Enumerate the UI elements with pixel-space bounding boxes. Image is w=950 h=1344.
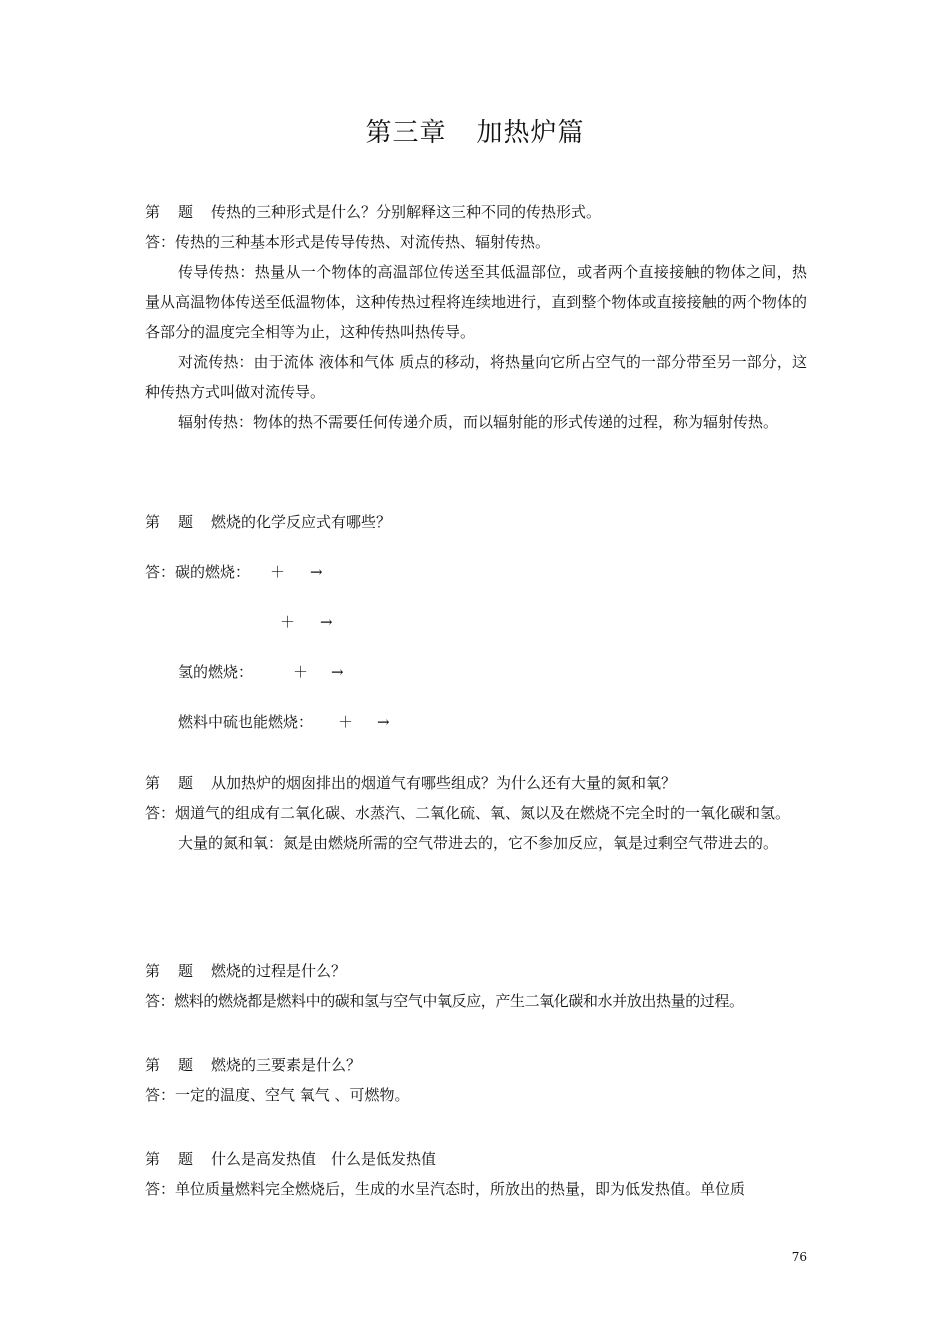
plus-sign: ＋ <box>338 713 354 731</box>
equation-label: 答：碳的燃烧： <box>145 563 251 581</box>
arrow-icon: → <box>320 613 333 631</box>
answer-text: 答：单位质量燃料完全燃烧后，生成的水呈汽态时，所放出的热量，即为低发热值。单位质 <box>145 1180 746 1198</box>
plus-sign: ＋ <box>293 663 309 681</box>
answer-text: 答：传热的三种基本形式是传导传热、对流传热、辐射传热。 <box>145 233 551 251</box>
question-block-3 <box>145 768 807 858</box>
question-heading: 第 题 从加热炉的烟囱排出的烟道气有哪些组成？为什么还有大量的氮和氧？ <box>145 774 677 792</box>
plus-sign: ＋ <box>280 613 296 631</box>
plus-sign: ＋ <box>270 563 286 581</box>
question-block-2 <box>145 507 807 757</box>
arrow-icon: → <box>331 663 344 681</box>
question-text: 燃烧的化学反应式有哪些？ <box>211 513 392 531</box>
paragraph: 对流传热：由于流体 液体和气体 质点的移动，将热量向它所占空气的一部分带至另一部分，这种传热方式叫做对流传导。 <box>145 353 807 401</box>
equation-carbon-1 <box>145 557 807 607</box>
equation-hydrogen <box>145 657 807 707</box>
question-text: 燃烧的过程是什么？ <box>211 962 347 980</box>
answer-text: 答：燃料的燃烧都是燃料中的碳和氢与空气中氧反应，产生二氧化碳和水并放出热量的过程。 <box>145 992 744 1010</box>
equation-label: 燃料中硫也能燃烧： <box>178 713 314 731</box>
arrow-icon: → <box>310 563 323 581</box>
question-text: 从加热炉的烟囱排出的烟道气有哪些组成？为什么还有大量的氮和氧？ <box>211 774 677 792</box>
question-heading: 第 题 传热的三种形式是什么？分别解释这三种不同的传热形式。 <box>145 203 602 221</box>
question-block-5 <box>145 1050 807 1110</box>
question-heading: 第 题 燃烧的化学反应式有哪些？ <box>145 513 392 531</box>
chapter-number: 第三章 <box>365 118 447 148</box>
question-heading: 第 题 燃烧的过程是什么？ <box>145 962 347 980</box>
answer-text: 答：一定的温度、空气 氧气 、可燃物。 <box>145 1086 410 1104</box>
paragraph: 大量的氮和氧：氮是由燃烧所需的空气带进去的，它不参加反应，氧是过剩空气带进去的。 <box>178 834 779 852</box>
paragraph: 传导传热：热量从一个物体的高温部位传送至其低温部位，或者两个直接接触的物体之间，热量从高温物体传送至低温物体，这种传热过程将连续地进行，直到整个物体或直接接触的两个物体的各部分的温度完全相等为止，这种传热叫热传导。 <box>145 263 807 341</box>
equation-sulfur <box>145 707 807 757</box>
question-text: 燃烧的三要素是什么？ <box>211 1056 362 1074</box>
chapter-name: 加热炉篇 <box>476 118 585 148</box>
question-text: 传热的三种形式是什么？分别解释这三种不同的传热形式。 <box>211 203 602 221</box>
question-text: 什么是高发热值 什么是低发热值 <box>211 1150 437 1168</box>
paragraph: 辐射传热：物体的热不需要任何传递介质，而以辐射能的形式传递的过程，称为辐射传热。 <box>178 413 779 431</box>
page-number: 76 <box>791 1250 807 1264</box>
question-heading: 第 题 什么是高发热值 什么是低发热值 <box>145 1150 437 1168</box>
chapter-title <box>0 112 950 149</box>
question-block-6 <box>145 1144 807 1204</box>
question-block-4 <box>145 956 807 1016</box>
arrow-icon: → <box>377 713 390 731</box>
equation-carbon-2 <box>145 607 807 657</box>
answer-text: 答：烟道气的组成有二氧化碳、水蒸汽、二氧化硫、氧、氮以及在燃烧不完全时的一氧化碳和氢。 <box>145 804 791 822</box>
question-heading: 第 题 燃烧的三要素是什么？ <box>145 1056 362 1074</box>
equation-label: 氢的燃烧： <box>178 663 254 681</box>
question-block-1 <box>145 197 807 437</box>
